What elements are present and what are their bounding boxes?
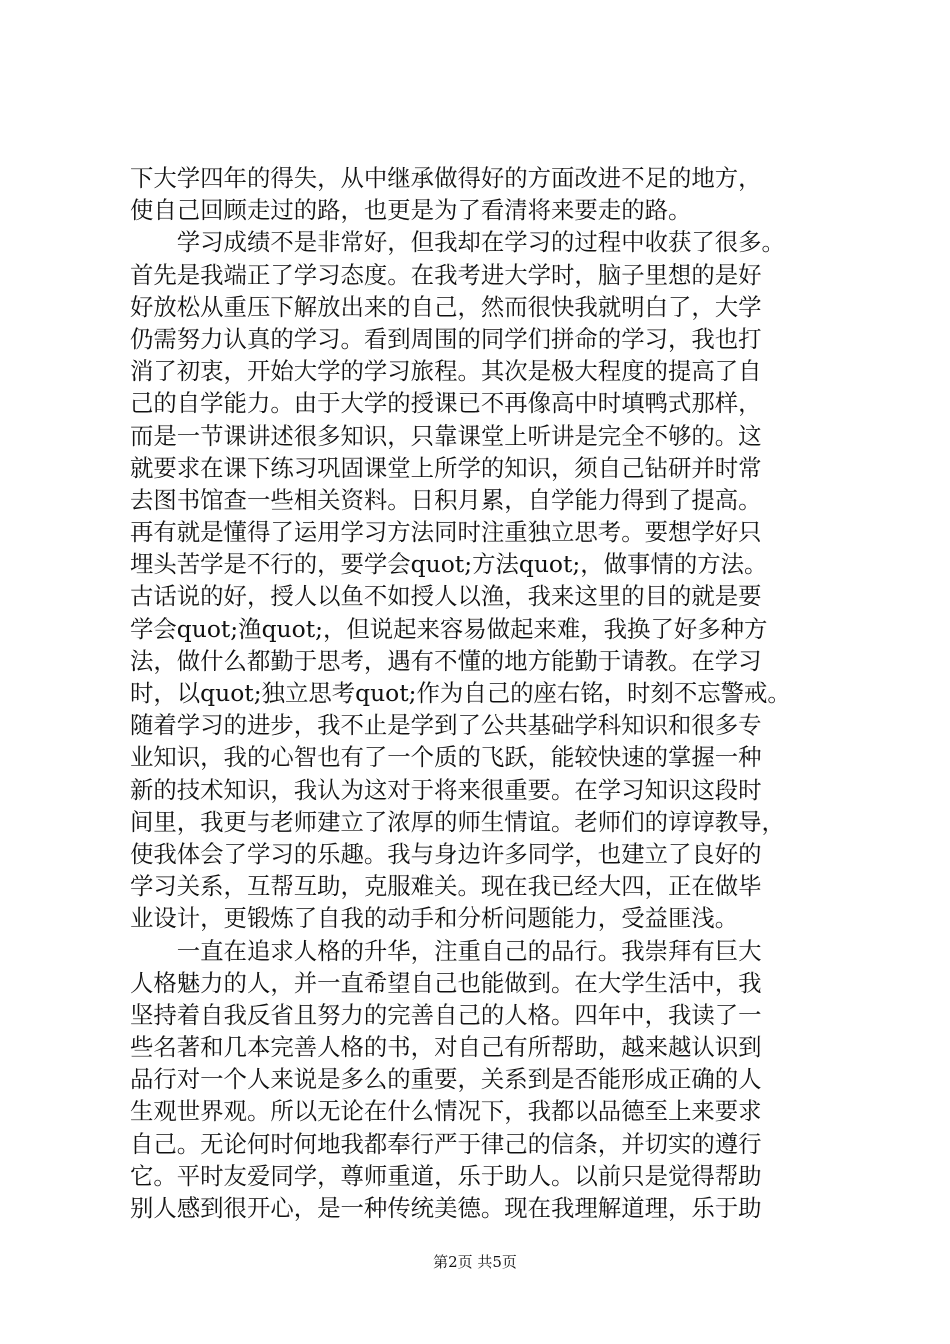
text-line: 法，做什么都勤于思考，遇有不懂的地方能勤于请教。在学习: [130, 646, 762, 675]
text-line: 一直在追求人格的升华，注重自己的品行。我崇拜有巨大: [130, 936, 762, 965]
text-line: 消了初衷，开始大学的学习旅程。其次是极大程度的提高了自: [130, 357, 762, 386]
text-line: 而是一节课讲述很多知识，只靠课堂上听讲是完全不够的。这: [130, 421, 762, 450]
text-line: 下大学四年的得失，从中继承做得好的方面改进不足的地方，: [130, 164, 762, 192]
text-line: 学会quot;渔quot;，但说起来容易做起来难，我换了好多种方: [130, 614, 768, 643]
text-line: 首先是我端正了学习态度。在我考进大学时，脑子里想的是好: [130, 260, 762, 289]
text-line: 时，以quot;独立思考quot;作为自己的座右铭，时刻不忘警戒。: [130, 679, 791, 707]
text-line: 随着学习的进步，我不止是学到了公共基础学科知识和很多专: [130, 711, 762, 740]
text-line: 学习成绩不是非常好，但我却在学习的过程中收获了很多。: [130, 228, 785, 257]
text-line: 己的自学能力。由于大学的授课已不再像高中时填鸭式那样，: [130, 389, 762, 418]
text-line: 它。平时友爱同学，尊师重道，乐于助人。以前只是觉得帮助: [130, 1161, 762, 1190]
text-line: 好放松从重压下解放出来的自己，然而很快我就明白了，大学: [130, 292, 762, 321]
text-line: 自己。无论何时何地我都奉行严于律己的信条，并切实的遵行: [130, 1129, 762, 1158]
text-line: 新的技术知识，我认为这对于将来很重要。在学习知识这段时: [130, 775, 762, 804]
text-line: 埋头苦学是不行的，要学会quot;方法quot;，做事情的方法。: [130, 550, 768, 579]
text-line: 些名著和几本完善人格的书，对自己有所帮助，越来越认识到: [130, 1033, 762, 1062]
text-line: 业知识，我的心智也有了一个质的飞跃，能较快速的掌握一种: [130, 743, 762, 772]
text-line: 就要求在课下练习巩固课堂上所学的知识，须自己钻研并时常: [130, 453, 762, 482]
text-line: 使我体会了学习的乐趣。我与身边许多同学，也建立了良好的: [130, 839, 762, 868]
text-line: 古话说的好，授人以鱼不如授人以渔，我来这里的目的就是要: [130, 582, 762, 611]
text-line: 使自己回顾走过的路，也更是为了看清将来要走的路。: [130, 196, 692, 225]
page-footer: 第2页 共5页: [433, 1253, 517, 1271]
text-line: 人格魅力的人，并一直希望自己也能做到。在大学生活中，我: [130, 968, 762, 997]
text-line: 业设计，更锻炼了自我的动手和分析问题能力，受益匪浅。: [130, 904, 739, 933]
text-line: 学习关系，互帮互助，克服难关。现在我已经大四，正在做毕: [130, 872, 762, 901]
text-line: 再有就是懂得了运用学习方法同时注重独立思考。要想学好只: [130, 518, 762, 547]
text-line: 坚持着自我反省且努力的完善自己的人格。四年中，我读了一: [130, 1000, 762, 1029]
text-line: 生观世界观。所以无论在什么情况下，我都以品德至上来要求: [130, 1097, 762, 1126]
body-text: [130, 162, 830, 1224]
text-line: 仍需努力认真的学习。看到周围的同学们拼命的学习，我也打: [130, 324, 762, 353]
text-line: 间里，我更与老师建立了浓厚的师生情谊。老师们的谆谆教导，: [130, 807, 785, 836]
text-line: 去图书馆查一些相关资料。日积月累，自学能力得到了提高。: [130, 485, 762, 514]
text-line: 别人感到很开心，是一种传统美德。现在我理解道理，乐于助: [130, 1194, 762, 1222]
text-line: 品行对一个人来说是多么的重要，关系到是否能形成正确的人: [130, 1065, 762, 1094]
